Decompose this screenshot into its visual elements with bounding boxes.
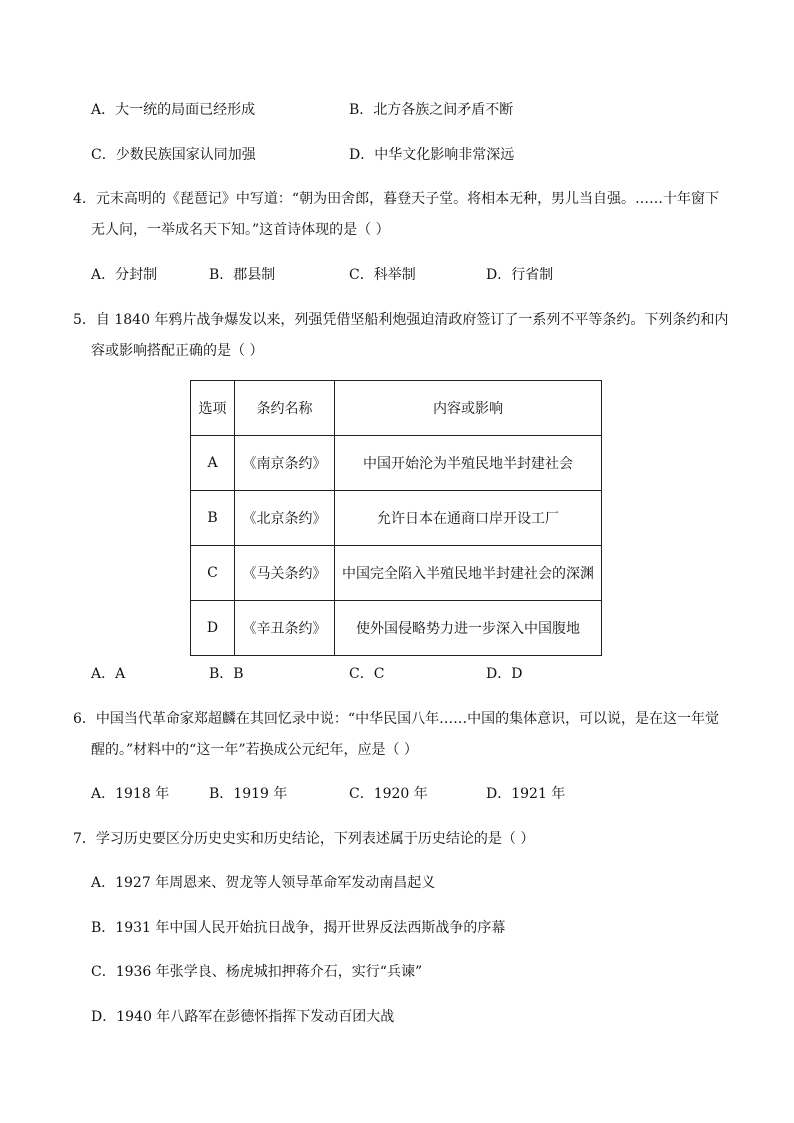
q6-stem-line1: 6．中国当代革命家郑超麟在其回忆录中说：“中华民国八年……中国的集体意识，可以说，是在这一年觉 (73, 711, 720, 727)
q5-stem-line2: 容或影响搭配正确的是（ ） (91, 343, 264, 359)
q6-option-b: B．1919 年 (209, 786, 288, 802)
table-header-content: 内容或影响 (335, 381, 602, 436)
q6-option-a: A．1918 年 (91, 786, 170, 802)
table-row (191, 601, 602, 656)
q4-option-a: A．分封制 (91, 267, 158, 283)
table-header-option: 选项 (191, 381, 235, 436)
table-cell-treaty: 《辛丑条约》 (235, 601, 335, 656)
q6-stem-line2: 醒的。”材料中的“这一年”若换成公元纪年，应是（ ） (91, 742, 418, 758)
q5-option-b: B．B (209, 666, 244, 682)
q5-option-a: A．A (91, 666, 126, 682)
q7-option-d: D．1940 年八路军在彭德怀指挥下发动百团大战 (91, 1009, 395, 1025)
table-cell-treaty: 《北京条约》 (235, 491, 335, 546)
table-cell-option: B (191, 491, 235, 546)
table-cell-option: A (191, 436, 235, 491)
table-cell-content: 允许日本在通商口岸开设工厂 (335, 491, 602, 546)
table-cell-content: 中国完全陷入半殖民地半封建社会的深渊 (335, 546, 602, 601)
table-row (191, 546, 602, 601)
q3-option-b: B．北方各族之间矛盾不断 (349, 102, 514, 118)
q5-option-d: D．D (486, 666, 523, 682)
table-row (191, 491, 602, 546)
q4-stem-line1: 4．元末高明的《琵琶记》中写道：“朝为田舍郎，暮登天子堂。将相本无种，男儿当自强。……十年窗下 (73, 191, 720, 207)
table-cell-treaty: 《马关条约》 (235, 546, 335, 601)
q7-option-b: B．1931 年中国人民开始抗日战争，揭开世界反法西斯战争的序幕 (91, 920, 506, 936)
table-row (191, 436, 602, 491)
q7-stem-line1: 7．学习历史要区分历史史实和历史结论，下列表述属于历史结论的是（ ） (73, 831, 535, 847)
q6-option-c: C．1920 年 (349, 786, 428, 802)
q3-option-d: D．中华文化影响非常深远 (349, 147, 515, 163)
table-header-row (191, 381, 602, 436)
table-cell-content: 使外国侵略势力进一步深入中国腹地 (335, 601, 602, 656)
q4-option-c: C．科举制 (349, 267, 416, 283)
q5-stem-line1: 5．自 1840 年鸦片战争爆发以来，列强凭借坚船利炮强迫清政府签订了一系列不平等条约。下列条约和内 (73, 312, 729, 328)
q4-option-b: B．郡县制 (209, 267, 276, 283)
q7-option-a: A．1927 年周恩来、贺龙等人领导革命军发动南昌起义 (91, 875, 436, 891)
treaty-table (190, 380, 602, 656)
table-cell-option: C (191, 546, 235, 601)
table-cell-option: D (191, 601, 235, 656)
q5-option-c: C．C (349, 666, 385, 682)
q3-option-c: C．少数民族国家认同加强 (91, 147, 256, 163)
q4-option-d: D．行省制 (486, 267, 554, 283)
q4-stem-line2: 无人问，一举成名天下知。”这首诗体现的是（ ） (91, 222, 390, 238)
q7-option-c: C．1936 年张学良、杨虎城扣押蒋介石，实行“兵谏” (91, 964, 423, 980)
table-cell-treaty: 《南京条约》 (235, 436, 335, 491)
q6-option-d: D．1921 年 (486, 786, 566, 802)
q3-option-a: A．大一统的局面已经形成 (91, 102, 256, 118)
table-header-treaty: 条约名称 (235, 381, 335, 436)
table-cell-content: 中国开始沦为半殖民地半封建社会 (335, 436, 602, 491)
